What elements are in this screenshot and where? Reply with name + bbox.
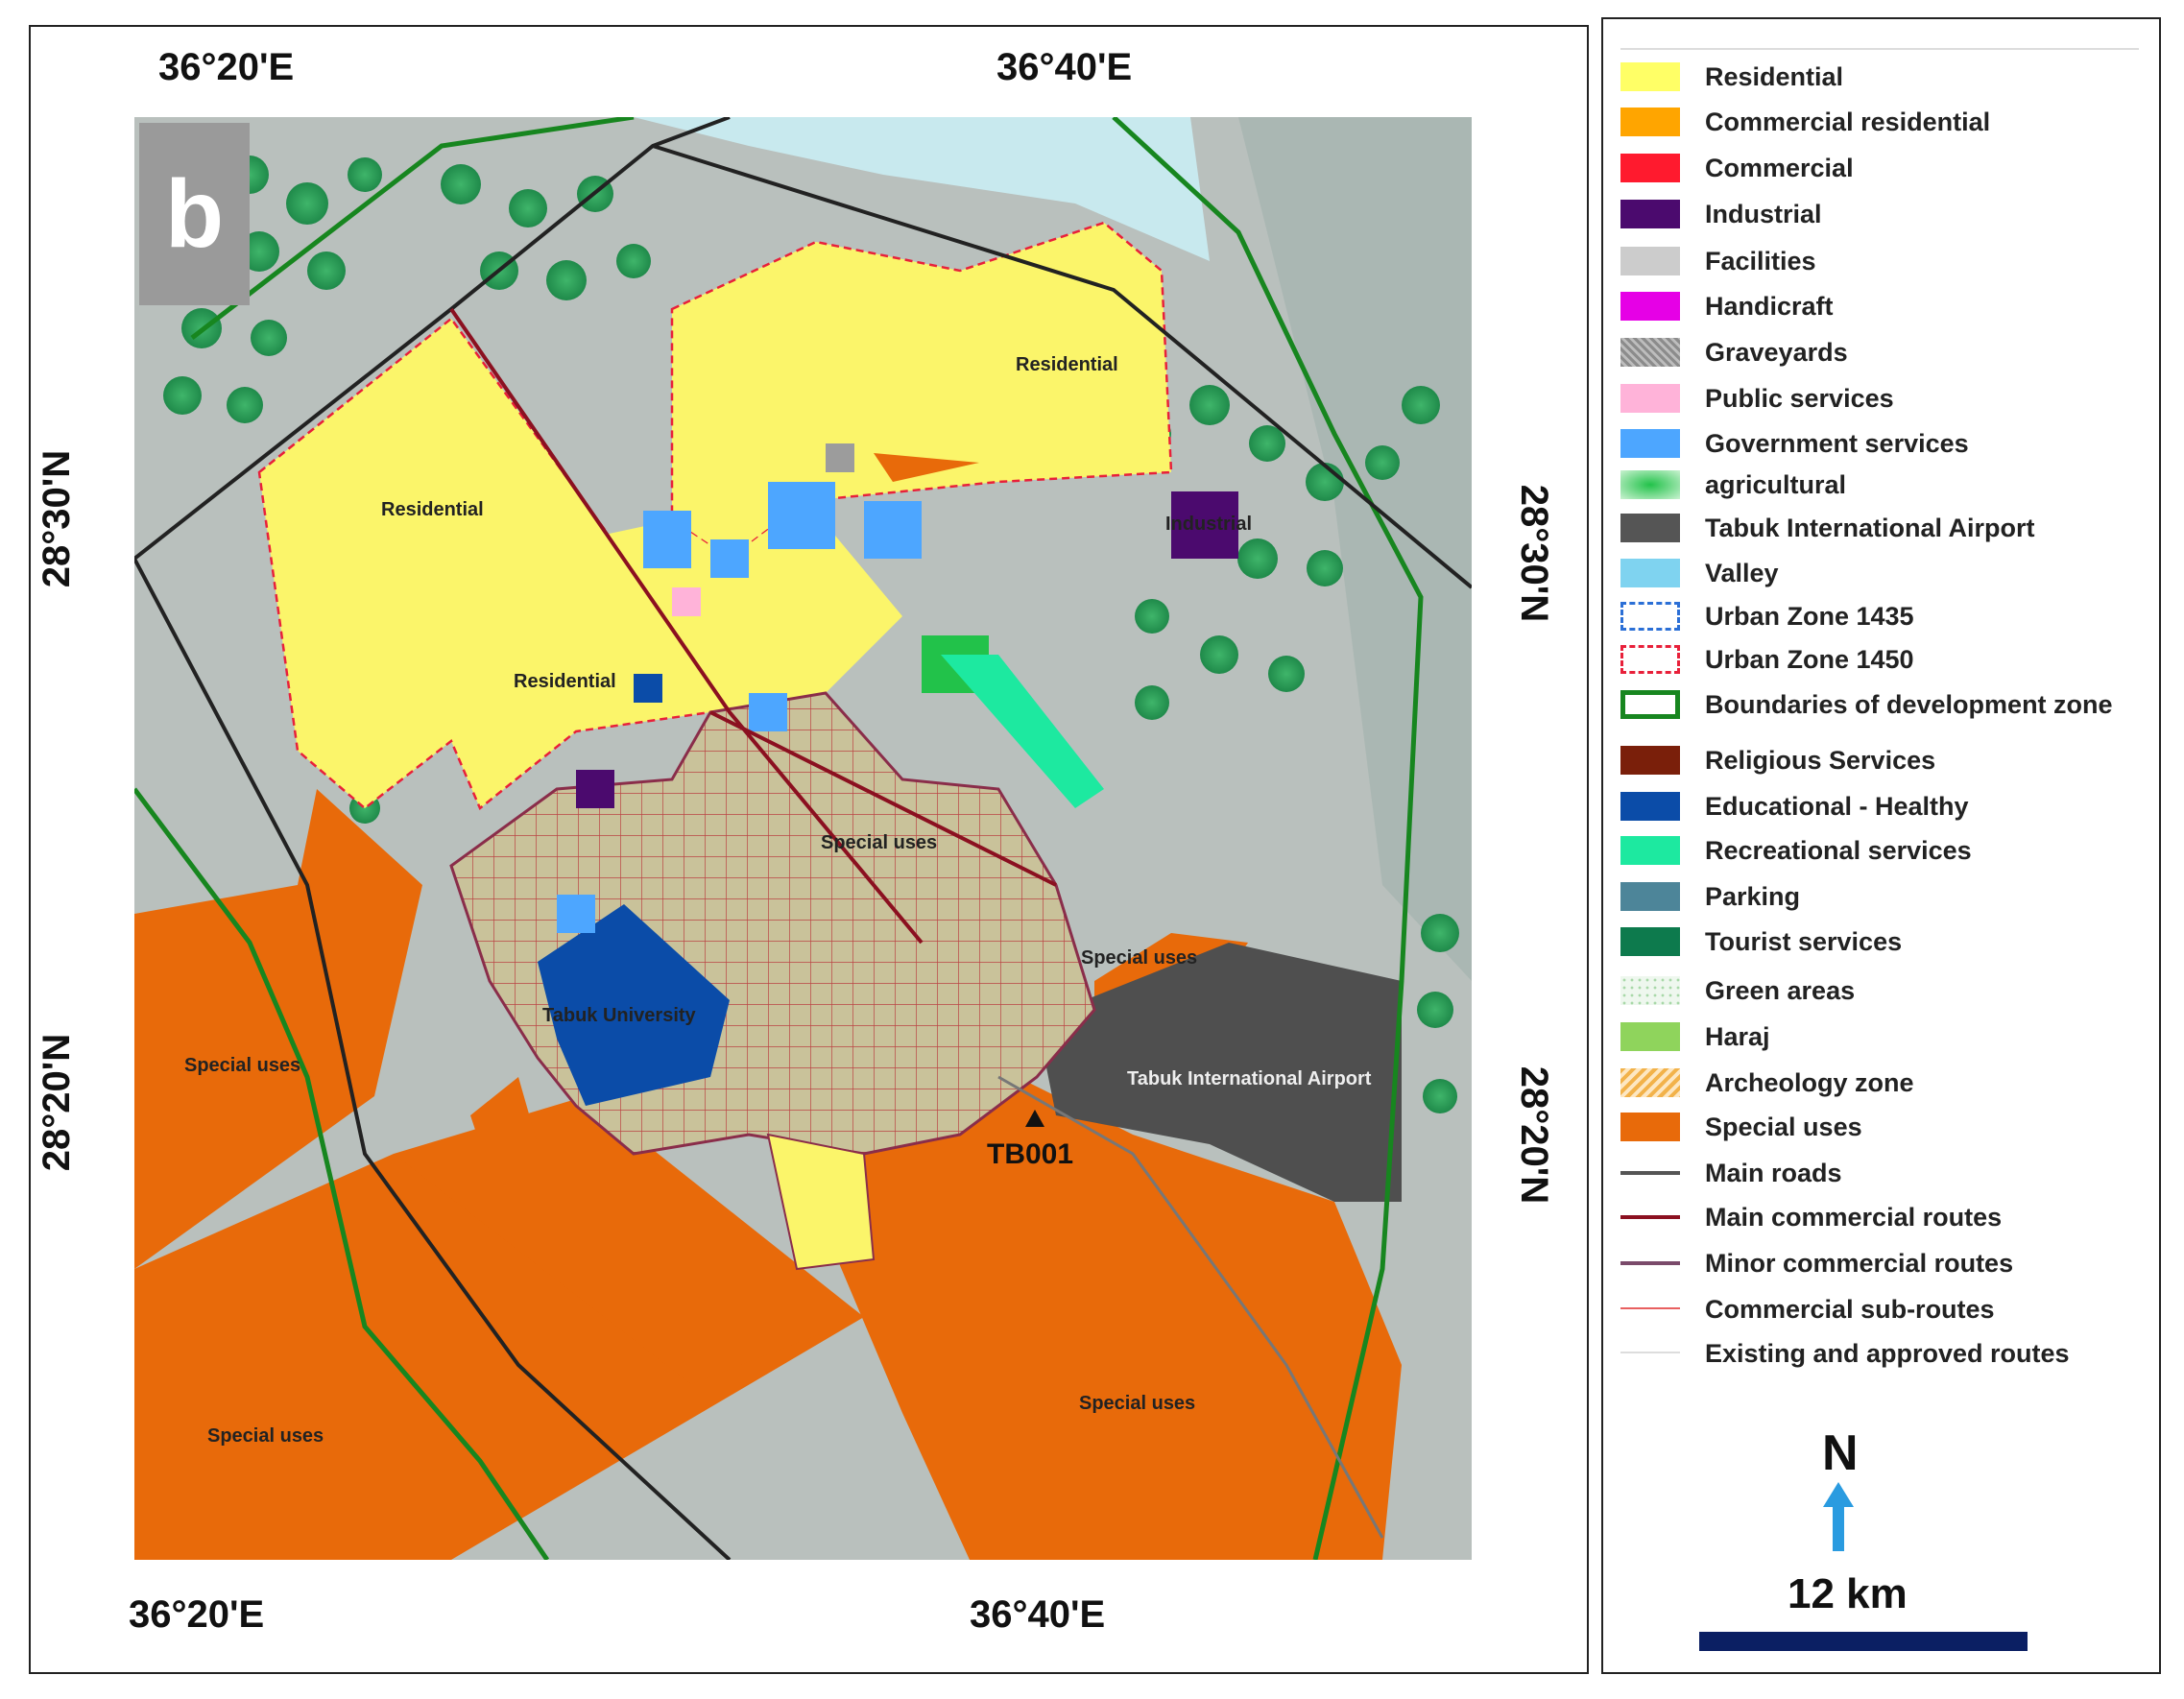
legend-swatch bbox=[1620, 429, 1680, 458]
legend-swatch bbox=[1620, 690, 1680, 719]
legend-swatch bbox=[1620, 1295, 1680, 1324]
legend-swatch bbox=[1620, 1159, 1680, 1187]
legend-label: Minor commercial routes bbox=[1705, 1248, 2014, 1278]
legend-item bbox=[1620, 331, 1848, 373]
panel-letter: b bbox=[139, 123, 250, 305]
legend-swatch bbox=[1620, 338, 1680, 367]
legend-swatch bbox=[1620, 602, 1680, 631]
legend-swatch bbox=[1620, 200, 1680, 228]
map-label-airport: Tabuk International Airport bbox=[1127, 1068, 1372, 1089]
map-label-station: TB001 bbox=[987, 1138, 1074, 1170]
legend-label: Green areas bbox=[1705, 975, 1856, 1005]
legend-label: Valley bbox=[1705, 558, 1779, 587]
map-label-residential-n: Residential bbox=[1016, 354, 1118, 375]
legend-item bbox=[1620, 739, 1935, 781]
legend-label: Main roads bbox=[1705, 1158, 1842, 1187]
legend-item bbox=[1620, 1106, 1862, 1148]
legend-label: Government services bbox=[1705, 428, 1969, 458]
legend-item bbox=[1620, 552, 1779, 594]
legend-label: Special uses bbox=[1705, 1112, 1862, 1141]
legend-item bbox=[1620, 921, 1902, 963]
land-use-map bbox=[134, 117, 1472, 1560]
legend-item bbox=[1620, 285, 1834, 327]
legend-item bbox=[1620, 1332, 2070, 1375]
legend-item bbox=[1620, 1016, 1770, 1058]
legend-swatch bbox=[1620, 882, 1680, 911]
legend-swatch bbox=[1620, 154, 1680, 182]
legend-item bbox=[1620, 507, 2035, 549]
legend-item bbox=[1620, 1196, 2002, 1238]
map-label-special-uses-east: Special uses bbox=[1081, 947, 1198, 969]
map-label-industrial: Industrial bbox=[1165, 514, 1253, 535]
legend-item bbox=[1620, 1242, 2013, 1284]
scale-bar bbox=[1699, 1632, 2028, 1651]
legend-item bbox=[1620, 683, 2113, 726]
legend-label: Public services bbox=[1705, 383, 1894, 413]
legend-label: Graveyards bbox=[1705, 337, 1848, 367]
legend-item bbox=[1620, 969, 1855, 1012]
map-label-special-uses-se: Special uses bbox=[1079, 1393, 1196, 1414]
legend-label: Educational - Healthy bbox=[1705, 791, 1969, 821]
legend-swatch bbox=[1620, 514, 1680, 542]
legend-label: Recreational services bbox=[1705, 835, 1972, 865]
map-label-special-uses-sw: Special uses bbox=[207, 1425, 324, 1447]
legend-swatch bbox=[1620, 559, 1680, 587]
north-label: N bbox=[1822, 1425, 1859, 1481]
legend-swatch bbox=[1620, 976, 1680, 1005]
legend-swatch bbox=[1620, 292, 1680, 321]
legend-item bbox=[1620, 147, 1854, 189]
legend-item bbox=[1620, 240, 1816, 282]
legend-item bbox=[1620, 785, 1969, 827]
scale-label: 12 km bbox=[1788, 1570, 1908, 1617]
legend-item bbox=[1620, 1062, 1914, 1104]
legend-label: Urban Zone 1450 bbox=[1705, 644, 1914, 674]
legend-swatch bbox=[1620, 1113, 1680, 1141]
legend-swatch bbox=[1620, 247, 1680, 275]
legend-item bbox=[1620, 595, 1914, 637]
legend-label: Parking bbox=[1705, 881, 1801, 911]
legend-label: Industrial bbox=[1705, 199, 1822, 228]
legend-label: Urban Zone 1435 bbox=[1705, 601, 1914, 631]
legend-item bbox=[1620, 56, 1843, 98]
legend-label: Residential bbox=[1705, 61, 1844, 91]
coord-right-top: 28°30'N bbox=[1513, 484, 1556, 623]
legend-item bbox=[1620, 464, 1846, 506]
legend-swatch bbox=[1620, 1203, 1680, 1232]
legend-label: Tabuk International Airport bbox=[1705, 513, 2035, 542]
legend-swatch bbox=[1620, 384, 1680, 413]
legend-label: Haraj bbox=[1705, 1021, 1770, 1051]
map-label-residential-nw: Residential bbox=[381, 499, 484, 520]
coord-left-bottom: 28°20'N bbox=[36, 1033, 79, 1172]
legend-swatch bbox=[1620, 746, 1680, 775]
legend-item bbox=[1620, 638, 1914, 681]
map-label-special-uses-center: Special uses bbox=[821, 832, 938, 853]
legend-label: Religious Services bbox=[1705, 745, 1936, 775]
coord-top-right: 36°40'E bbox=[996, 46, 1133, 88]
legend-item bbox=[1620, 377, 1894, 419]
legend-item bbox=[1620, 101, 1990, 143]
legend-item bbox=[1620, 1152, 1842, 1194]
legend-item bbox=[1620, 875, 1800, 918]
legend-label: Tourist services bbox=[1705, 926, 1903, 956]
legend-label: Facilities bbox=[1705, 246, 1816, 275]
legend-swatch bbox=[1620, 1249, 1680, 1278]
legend-swatch bbox=[1620, 927, 1680, 956]
legend-swatch bbox=[1620, 792, 1680, 821]
legend-label: Handicraft bbox=[1705, 291, 1834, 321]
map-label-residential-w: Residential bbox=[514, 671, 616, 692]
legend-label: Archeology zone bbox=[1705, 1067, 1914, 1097]
legend-label: Commercial sub-routes bbox=[1705, 1294, 1995, 1324]
coord-bottom-right: 36°40'E bbox=[970, 1593, 1106, 1636]
legend-swatch bbox=[1620, 108, 1680, 136]
legend-swatch bbox=[1620, 62, 1680, 91]
legend-item bbox=[1620, 1288, 1995, 1330]
legend-swatch bbox=[1620, 1022, 1680, 1051]
legend-label: Boundaries of development zone bbox=[1705, 689, 2113, 719]
coord-left-top: 28°30'N bbox=[36, 449, 79, 588]
legend-item bbox=[1620, 829, 1972, 872]
legend-label: Main commercial routes bbox=[1705, 1202, 2003, 1232]
legend-swatch bbox=[1620, 645, 1680, 674]
legend-swatch bbox=[1620, 1339, 1680, 1368]
legend-label: agricultural bbox=[1705, 469, 1847, 499]
legend-item bbox=[1620, 193, 1822, 235]
legend-swatch bbox=[1620, 1068, 1680, 1097]
legend-top-rule bbox=[1620, 48, 2139, 50]
legend-swatch bbox=[1620, 836, 1680, 865]
map-label-tabuk-university: Tabuk University bbox=[542, 1005, 696, 1026]
legend-label: Commercial bbox=[1705, 153, 1854, 182]
map-label-special-uses-west: Special uses bbox=[184, 1055, 301, 1076]
coord-top-left: 36°20'E bbox=[158, 46, 295, 88]
coord-bottom-left: 36°20'E bbox=[129, 1593, 265, 1636]
coord-right-bottom: 28°20'N bbox=[1513, 1065, 1556, 1205]
legend-label: Existing and approved routes bbox=[1705, 1338, 2070, 1368]
legend-label: Commercial residential bbox=[1705, 107, 1991, 136]
legend-item bbox=[1620, 422, 1969, 465]
legend-swatch bbox=[1620, 470, 1680, 499]
north-arrow-icon bbox=[1821, 1482, 1856, 1551]
